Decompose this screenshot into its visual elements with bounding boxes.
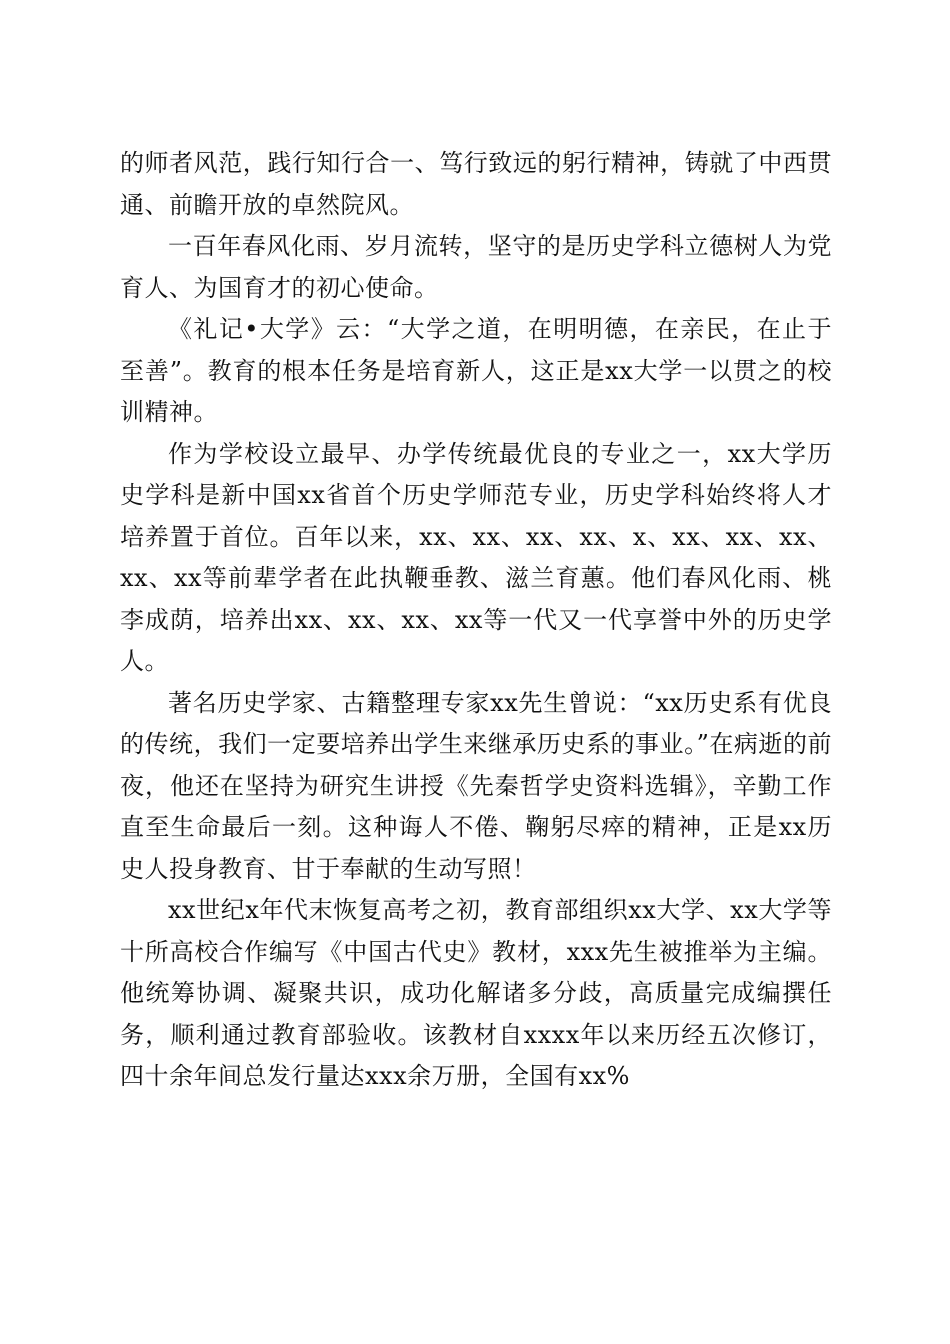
document-body (120, 143, 832, 1098)
paragraph-mission: 一百年春风化雨、岁月流转，坚守的是历史学科立德树人为党育人、为国育才的初心使命。 (120, 232, 832, 302)
paragraph-continuation: 的师者风范，践行知行合一、笃行致远的躬行精神，铸就了中西贯通、前瞻开放的卓然院风。 (120, 149, 832, 219)
paragraph-textbook: xx世纪x年代末恢复高考之初，教育部组织xx大学、xx大学等十所高校合作编写《中国古代史》教材，xxx先生被推举为主编。他统筹协调、凝聚共识，成功化解诸多分歧，高质量完成编撰任务，顺利通过教育部验收。该教材自xxxx年以来历经五次修订，四十余年间总发行量达xxx余万册，全国有xx% (120, 896, 832, 1090)
paragraph-famous-historian: 著名历史学家、古籍整理专家xx先生曾说：“xx历史系有优良的传统，我们一定要培养出学生来继承历史系的事业。”在病逝的前夜，他还在坚持为研究生讲授《先秦哲学史资料选辑》，辛勤工作直至生命最后一刻。这种诲人不倦、鞠躬尽瘁的精神，正是xx历史人投身教育、甘于奉献的生动写照！ (120, 688, 832, 883)
paragraph-liji-quote: 《礼记•大学》云：“大学之道，在明明德，在亲民，在止于至善”。教育的根本任务是培育新人，这正是xx大学一以贯之的校训精神。 (120, 315, 832, 426)
paragraph-history-discipline: 作为学校设立最早、办学传统最优良的专业之一，xx大学历史学科是新中国xx省首个历史学师范专业，历史学科始终将人才培养置于首位。百年以来，xx、xx、xx、xx、x、xx、xx、xx、xx、xx等前辈学者在此执鞭垂教、滋兰育蕙。他们春风化雨、桃李成荫，培养出xx、xx、xx、xx等一代又一代享誉中外的历史学人。 (120, 439, 832, 675)
